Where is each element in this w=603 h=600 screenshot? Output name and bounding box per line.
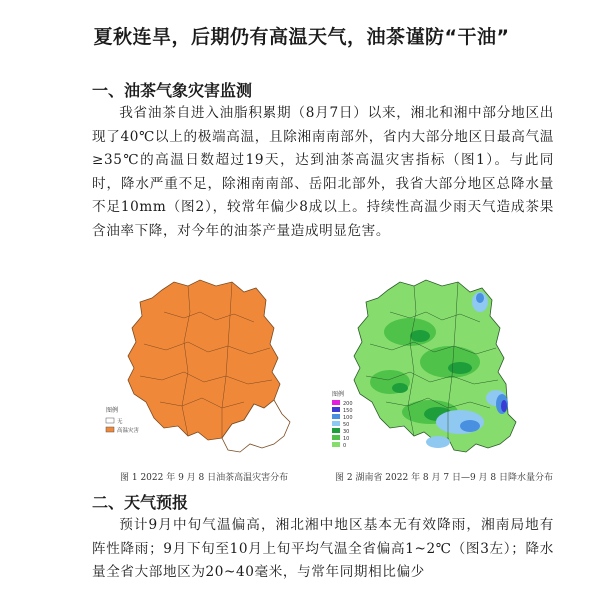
svg-text:100: 100 bbox=[343, 415, 353, 421]
section-heading-monitoring: 一、油茶气象灾害监测 bbox=[92, 81, 253, 100]
svg-text:图例: 图例 bbox=[106, 407, 119, 414]
svg-text:200: 200 bbox=[343, 401, 353, 407]
figure-heat-disaster-map bbox=[104, 272, 304, 462]
page-title: 夏秋连旱，后期仍有高温天气，油茶谨防“干油” bbox=[93, 26, 510, 48]
svg-text:无: 无 bbox=[117, 419, 123, 425]
svg-text:0: 0 bbox=[343, 443, 347, 449]
svg-text:50: 50 bbox=[343, 422, 350, 428]
hunan-precipitation-map bbox=[354, 280, 516, 452]
svg-text:图例: 图例 bbox=[332, 391, 345, 398]
svg-text:30: 30 bbox=[343, 429, 350, 435]
figure-precipitation-map bbox=[330, 272, 530, 462]
figure1-legend bbox=[106, 406, 140, 434]
hunan-disaster-map bbox=[128, 280, 290, 452]
monitoring-paragraph: 我省油茶自进入油脂积累期（8月7日）以来，湘北和湘中部分地区出现了40℃以上的极端高温，且除湘南南部外，省内大部分地区日最高气温≥35℃的高温日数超过19天，达到油茶高温灾害指标（图1）。与此同时，降水严重不足，除湘南南部、岳阳北部外，我省大部分地区总降水量不足10mm（图2），较常年偏少8成以上。持续性高温少雨天气造成茶果含油率下降，对今年的油茶产量造成明显危害。 bbox=[92, 105, 554, 239]
section-heading-forecast: 二、天气预报 bbox=[92, 493, 189, 512]
svg-text:高温灾害: 高温灾害 bbox=[117, 428, 140, 434]
forecast-paragraph: 预计9月中旬气温偏高，湘北湘中地区基本无有效降雨，湘南局地有阵性降雨；9月下旬至10月上旬平均气温全省偏高1~2℃（图3左）；降水量全省大部地区为20~40毫米，与常年同期相比偏少 bbox=[92, 517, 554, 580]
svg-text:150: 150 bbox=[343, 408, 353, 414]
figure2-legend bbox=[332, 390, 353, 449]
figure2-caption: 图 2 湖南省 2022 年 8 月 7 日—9 月 8 日降水量分布 bbox=[335, 473, 554, 483]
figure1-caption: 图 1 2022 年 9 月 8 日油茶高温灾害分布 bbox=[120, 473, 289, 483]
svg-text:10: 10 bbox=[343, 436, 350, 442]
